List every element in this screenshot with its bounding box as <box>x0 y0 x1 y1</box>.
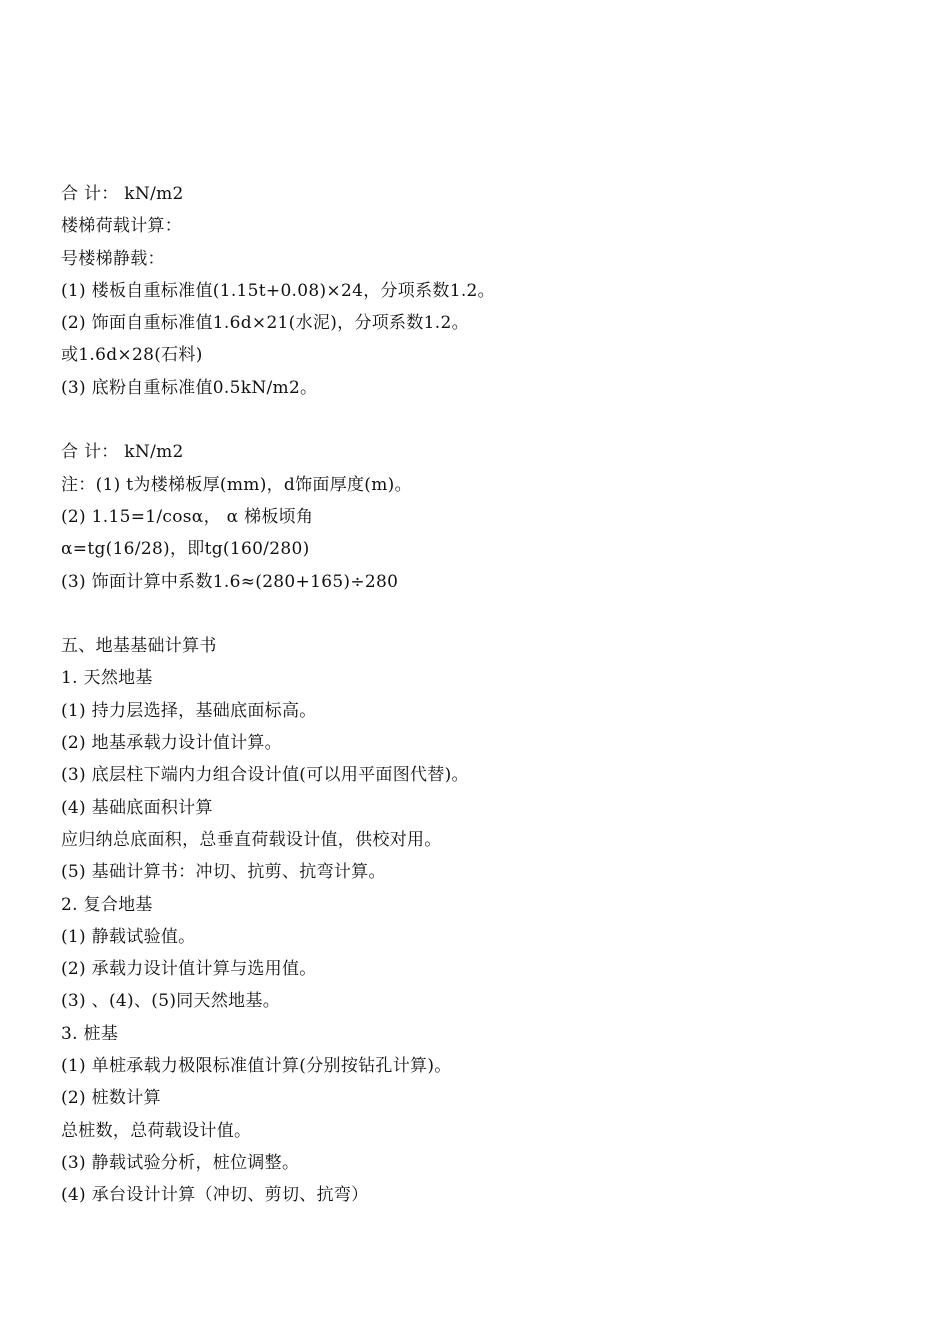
text-line: 号楼梯静载： <box>61 248 165 269</box>
blank-line <box>61 404 881 436</box>
text-line: (3) 饰面计算中系数1.6≈(280+165)÷280 <box>61 571 399 592</box>
text-line: (2) 承载力设计值计算与选用值。 <box>61 959 317 980</box>
text-line: (3) 底层柱下端内力组合设计值(可以用平面图代替)。 <box>61 765 469 786</box>
text-line: 总桩数，总荷载设计值。 <box>61 1120 252 1141</box>
text-line: (1) 持力层选择，基础底面标高。 <box>61 700 317 721</box>
text-line: 应归纳总底面积，总垂直荷载设计值，供校对用。 <box>61 829 442 850</box>
text-line: 注：(1) t为楼梯板厚(mm)，d饰面厚度(m)。 <box>61 474 412 495</box>
text-line: 或1.6d×28(石料) <box>61 345 203 366</box>
text-line: (4) 基础底面积计算 <box>61 797 213 818</box>
text-line: (4) 承台设计计算（冲切、剪切、抗弯） <box>61 1185 369 1206</box>
text-line: (2) 地基承载力设计值计算。 <box>61 733 282 754</box>
blank-line <box>61 598 881 630</box>
section-heading: 五、地基基础计算书 <box>61 636 217 657</box>
text-line: (1) 单桩承载力极限标准值计算(分别按钻孔计算)。 <box>61 1056 452 1077</box>
text-line: 楼梯荷载计算： <box>61 216 183 237</box>
subsection-heading: 2. 复合地基 <box>61 894 153 915</box>
text-line: (1) 静载试验值。 <box>61 926 196 947</box>
text-line: (2) 1.15=1/cosα， α 梯板顷角 <box>61 506 314 527</box>
text-line: 合 计： kN/m2 <box>61 442 184 463</box>
text-line: (3) 静载试验分析，桩位调整。 <box>61 1152 300 1173</box>
text-line: (5) 基础计算书：冲切、抗剪、抗弯计算。 <box>61 862 386 883</box>
text-line: 合 计： kN/m2 <box>61 184 184 204</box>
document-body <box>61 178 881 1212</box>
text-line: (2) 饰面自重标准值1.6d×21(水泥)，分项系数1.2。 <box>61 313 469 334</box>
text-line: (2) 桩数计算 <box>61 1088 161 1109</box>
text-line: (3) 底粉自重标准值0.5kN/m2。 <box>61 377 318 398</box>
text-line: (3) 、(4)、(5)同天然地基。 <box>61 991 281 1012</box>
text-line: α=tg(16/28)，即tg(160/280) <box>61 539 310 560</box>
text-line: (1) 楼板自重标准值(1.15t+0.08)×24，分项系数1.2。 <box>61 280 495 301</box>
subsection-heading: 3. 桩基 <box>61 1023 119 1044</box>
subsection-heading: 1. 天然地基 <box>61 668 153 689</box>
